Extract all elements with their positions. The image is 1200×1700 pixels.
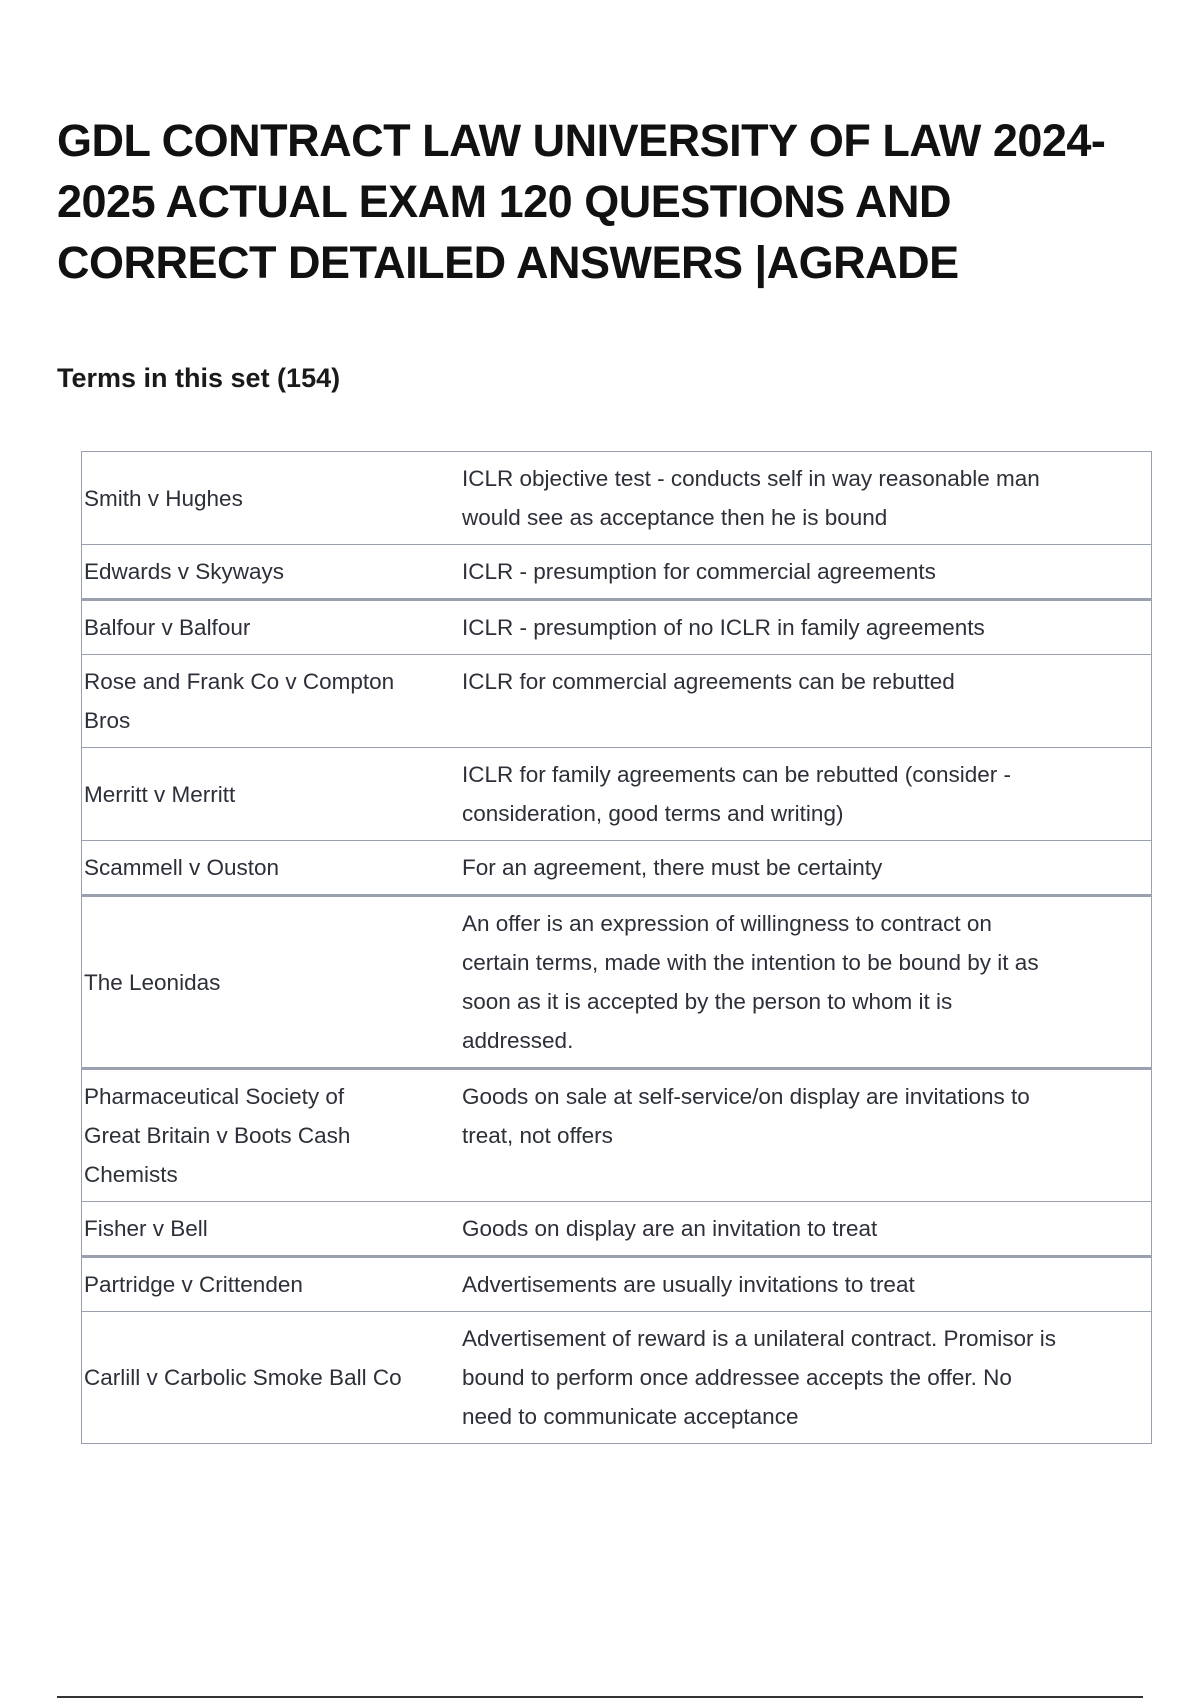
term-definition: ICLR - presumption of no ICLR in family agreements bbox=[412, 600, 1152, 655]
term-row bbox=[82, 896, 1152, 1069]
term-row bbox=[82, 1202, 1152, 1257]
term-name: Carlill v Carbolic Smoke Ball Co bbox=[82, 1312, 413, 1444]
term-row bbox=[82, 748, 1152, 841]
terms-count-heading: Terms in this set (154) bbox=[57, 363, 341, 393]
term-definition: Advertisement of reward is a unilateral contract. Promisor is bound to perform once addressee accepts the offer. No need to communicate acceptance bbox=[412, 1312, 1152, 1444]
term-definition: For an agreement, there must be certainty bbox=[412, 841, 1152, 896]
term-name: Scammell v Ouston bbox=[82, 841, 413, 896]
term-definition: ICLR objective test - conducts self in way reasonable man would see as acceptance then he is bound bbox=[412, 452, 1152, 545]
term-name: Fisher v Bell bbox=[82, 1202, 413, 1257]
term-name: Balfour v Balfour bbox=[82, 600, 413, 655]
term-name: Pharmaceutical Society of Great Britain v Boots Cash Chemists bbox=[82, 1069, 413, 1202]
page-bottom-divider bbox=[57, 1696, 1143, 1698]
term-row bbox=[82, 1257, 1152, 1312]
term-definition: Goods on display are an invitation to treat bbox=[412, 1202, 1152, 1257]
term-row bbox=[82, 452, 1152, 545]
term-definition: An offer is an expression of willingness to contract on certain terms, made with the intention to be bound by it as soon as it is accepted by the person to whom it is addressed. bbox=[412, 896, 1152, 1069]
term-row bbox=[82, 841, 1152, 896]
term-name: Edwards v Skyways bbox=[82, 545, 413, 600]
page-title: GDL CONTRACT LAW UNIVERSITY OF LAW 2024-2025 ACTUAL EXAM 120 QUESTIONS AND CORRECT DETAILED ANSWERS |AGRADE bbox=[57, 115, 1106, 288]
term-name: Rose and Frank Co v Compton Bros bbox=[82, 655, 413, 748]
term-definition: Goods on sale at self-service/on display are invitations to treat, not offers bbox=[412, 1069, 1152, 1202]
term-definition: ICLR for commercial agreements can be rebutted bbox=[412, 655, 1152, 748]
term-definition: Advertisements are usually invitations to treat bbox=[412, 1257, 1152, 1312]
term-row bbox=[82, 1069, 1152, 1202]
terms-table bbox=[81, 451, 1152, 1444]
term-name: Partridge v Crittenden bbox=[82, 1257, 413, 1312]
term-row bbox=[82, 655, 1152, 748]
term-name: The Leonidas bbox=[82, 896, 413, 1069]
term-row bbox=[82, 1312, 1152, 1444]
term-name: Merritt v Merritt bbox=[82, 748, 413, 841]
term-name: Smith v Hughes bbox=[82, 452, 413, 545]
term-row bbox=[82, 545, 1152, 600]
term-definition: ICLR - presumption for commercial agreements bbox=[412, 545, 1152, 600]
term-row bbox=[82, 600, 1152, 655]
term-definition: ICLR for family agreements can be rebutted (consider - consideration, good terms and writing) bbox=[412, 748, 1152, 841]
